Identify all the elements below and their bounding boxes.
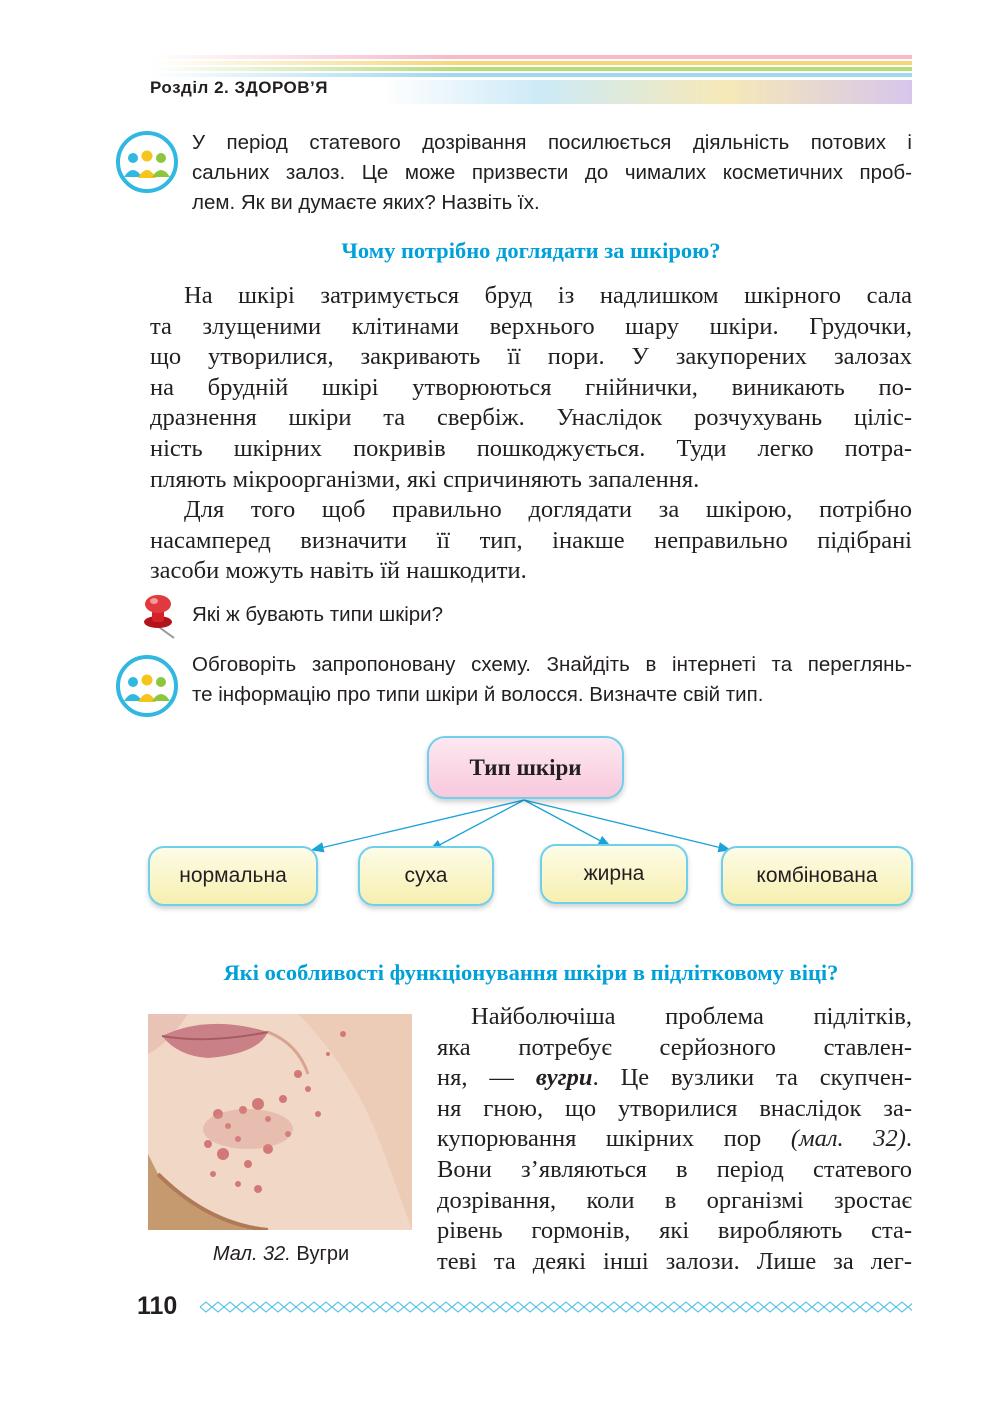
text-line bbox=[437, 1124, 912, 1155]
text-line bbox=[437, 1063, 912, 1094]
text-line: пляють мікроорганізми, які спричиняють запалення. bbox=[150, 465, 700, 493]
text-line: Вони з’являються в період статевого bbox=[437, 1155, 912, 1183]
diagram-root-box: Тип шкіри bbox=[427, 736, 624, 799]
diagram-box-oily: жирна bbox=[540, 844, 688, 904]
diagram-box-dry: суха bbox=[358, 846, 494, 906]
question-text: Які ж бувають типи шкіри? bbox=[192, 603, 444, 626]
text-line: сальних залоз. Це може призвести до чималих косметичних проб- bbox=[192, 161, 912, 184]
arrow bbox=[312, 800, 524, 850]
diamond-border bbox=[200, 1300, 912, 1314]
acne-photo bbox=[148, 1014, 412, 1230]
section-heading: Які особливості функціонування шкіри в підлітковому віці? bbox=[223, 960, 839, 985]
text-segment: . bbox=[905, 1125, 912, 1153]
page-number: 110 bbox=[137, 1292, 178, 1320]
text-line: теві та деякі інші залози. Лише за лег- bbox=[437, 1247, 912, 1275]
figure-reference: (мал. 32) bbox=[790, 1125, 906, 1153]
paragraph-3 bbox=[437, 1002, 912, 1277]
arrow bbox=[524, 800, 730, 850]
diagram-box-combined: комбінована bbox=[721, 846, 913, 906]
caption-label: Мал. 32. bbox=[212, 1243, 291, 1265]
figure-caption bbox=[150, 1243, 412, 1266]
diagram-box-normal: нормальна bbox=[148, 846, 318, 906]
text-line: Для того щоб правильно доглядати за шкірою, потрібно bbox=[184, 496, 912, 523]
text-line: дразнення шкіри та свербіж. Унаслідок розчухувань ціліс- bbox=[150, 404, 912, 432]
text-line: що утворилися, закривають її пори. У закупорених залозах bbox=[150, 343, 912, 371]
text-segment: купорювання шкірних пор bbox=[437, 1125, 791, 1153]
term-acne: вугри bbox=[535, 1064, 593, 1092]
text-line: Обговоріть запропоновану схему. Знайдіть в інтернеті та переглянь- bbox=[192, 653, 912, 676]
arrow bbox=[430, 800, 524, 850]
text-line: те інформацію про типи шкіри й волосся. Визначте свій тип. bbox=[192, 683, 764, 706]
caption-text: Вугри bbox=[290, 1243, 350, 1265]
text-line: яка потребує серйозного ставлен- bbox=[437, 1033, 912, 1061]
text-line: лем. Як ви думаєте яких? Назвіть їх. bbox=[192, 191, 540, 214]
section-title: Розділ 2. ЗДОРОВ’Я bbox=[150, 78, 329, 97]
text-segment: ня, — bbox=[437, 1064, 536, 1092]
text-line: ня гною, що утворилися внаслідок за- bbox=[437, 1094, 912, 1122]
text-line: На шкірі затримується бруд із надлишком шкірного сала bbox=[184, 282, 912, 309]
text-line: на брудній шкірі утворюються гнійнички, виникають по- bbox=[150, 373, 912, 401]
arrow bbox=[524, 800, 610, 846]
text-line: ність шкірних покривів пошкоджується. Туди легко потра- bbox=[150, 434, 912, 462]
text-line: У період статевого дозрівання посилюється діяльність потових і bbox=[192, 131, 912, 154]
text-line: та злущеними клітинами верхнього шару шкіри. Грудочки, bbox=[150, 312, 912, 340]
text-line: рівень гормонів, які виробляють ста- bbox=[437, 1217, 912, 1245]
section-heading: Чому потрібно доглядати за шкірою? bbox=[341, 238, 721, 263]
text-segment: . Це вузлики та скупчен- bbox=[592, 1064, 912, 1092]
text-line: дозрівання, коли в організмі зростає bbox=[437, 1186, 912, 1214]
text-line: засоби можуть навіть їй нашкодити. bbox=[150, 557, 527, 585]
text-line: насамперед визначити її тип, інакше неправильно підібрані bbox=[150, 526, 912, 554]
text-line: Найболючіша проблема підлітків, bbox=[471, 1003, 912, 1030]
